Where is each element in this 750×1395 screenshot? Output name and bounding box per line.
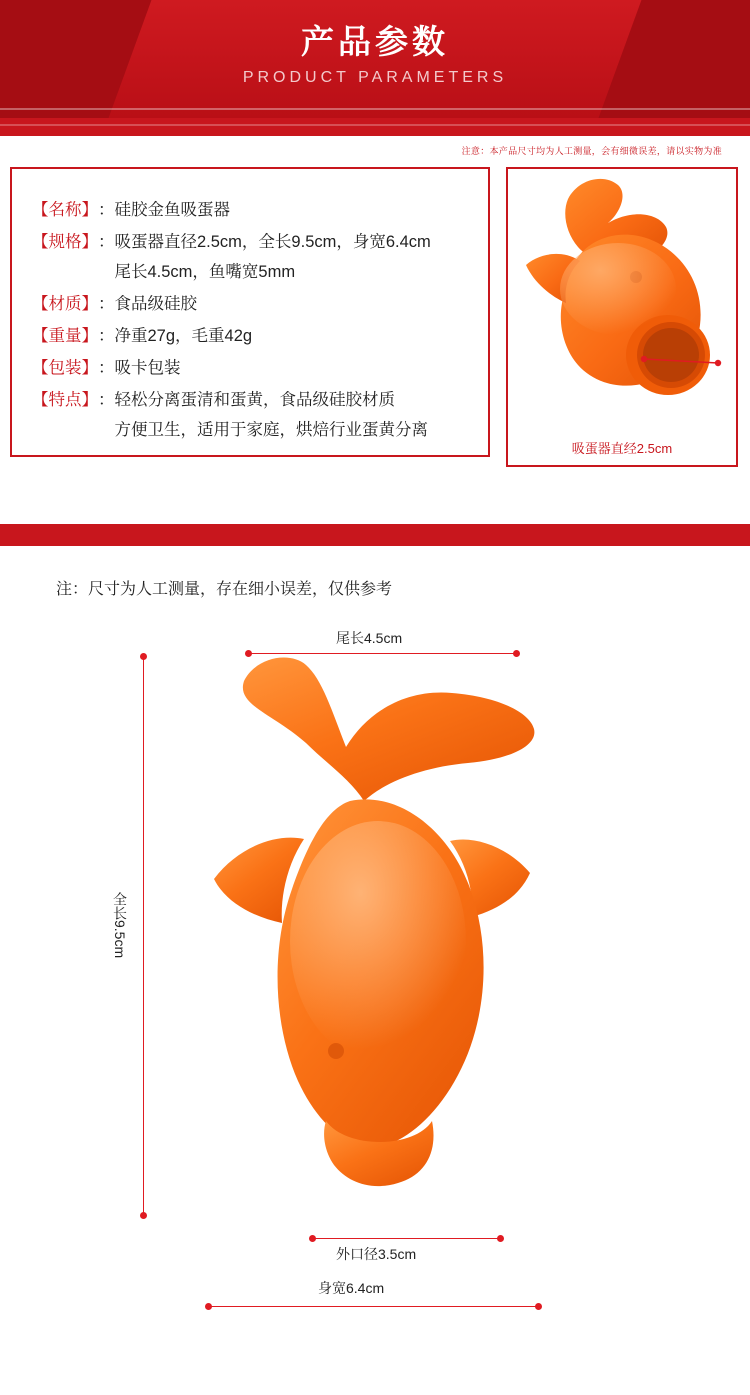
header-bottom-band (0, 118, 750, 136)
measurement-note: 注：尺寸为人工测量，存在细小误差，仅供参考 (56, 581, 393, 598)
spec-label: 【特点】 (32, 391, 98, 409)
spec-row (32, 353, 488, 383)
outer-diameter-marker-right (497, 1235, 504, 1242)
spec-separator: ： (98, 295, 115, 313)
measurement-section (0, 546, 750, 1393)
product-diagram-fish (200, 651, 560, 1211)
spec-value: 吸蛋器直径2.5cm，全长9.5cm，身宽6.4cm (114, 233, 431, 251)
spec-value-group (115, 227, 489, 287)
body-width-marker-right (535, 1303, 542, 1310)
outer-diameter-line (312, 1238, 500, 1239)
total-length-marker-top (140, 653, 147, 660)
total-length-line (143, 656, 144, 1216)
spec-value-group (115, 321, 489, 351)
product-photo-card (506, 167, 738, 467)
spec-value: 净重27g，毛重42g (114, 327, 253, 345)
total-length-marker-bottom (140, 1212, 147, 1219)
product-photo-fish (508, 169, 736, 439)
spec-row (32, 321, 488, 351)
specification-list (12, 169, 488, 445)
spec-separator: ： (98, 327, 115, 345)
spec-separator: ： (98, 233, 115, 251)
spec-label: 【包装】 (32, 359, 98, 377)
spec-row (32, 227, 488, 287)
spec-row (32, 385, 488, 445)
page-header (0, 0, 750, 118)
body-width-marker-left (205, 1303, 212, 1310)
spec-label: 【规格】 (32, 233, 98, 251)
body-width-label: 身宽6.4cm (318, 1280, 385, 1296)
measurement-disclaimer-top: 注意：本产品尺寸均为人工测量，会有细微误差，请以实物为准 (461, 146, 722, 156)
page-title: 产品参数 (301, 23, 449, 60)
specification-section (0, 136, 750, 546)
section-divider-band (0, 524, 750, 546)
body-width-line (208, 1306, 538, 1307)
spec-row (32, 289, 488, 319)
spec-value: 吸卡包装 (114, 359, 181, 377)
header-divider-line (0, 108, 750, 110)
spec-separator: ： (98, 201, 115, 219)
spec-value-group (115, 195, 489, 225)
spec-value-group (115, 385, 489, 445)
spec-row (32, 195, 488, 225)
spec-value: 轻松分离蛋清和蛋黄，食品级硅胶材质 (114, 391, 395, 409)
outer-diameter-label: 外口径3.5cm (336, 1246, 417, 1262)
spec-value-group (115, 289, 489, 319)
specification-card (10, 167, 490, 457)
spec-value: 硅胶金鱼吸蛋器 (114, 201, 230, 219)
spec-separator: ： (98, 359, 115, 377)
spec-label: 【重量】 (32, 327, 98, 345)
tail-length-label: 尾长4.5cm (336, 630, 403, 646)
header-content (0, 0, 750, 90)
spec-separator: ： (98, 391, 115, 409)
spec-value: 方便卫生，适用于家庭，烘焙行业蛋黄分离 (114, 421, 428, 439)
photo-caption: 吸蛋器直经2.5cm (571, 441, 673, 456)
spec-value-group (115, 353, 489, 383)
spec-value: 尾长4.5cm，鱼嘴宽5mm (114, 263, 296, 281)
spec-value: 食品级硅胶 (114, 295, 197, 313)
total-length-label: 全长9.5cm (112, 892, 128, 959)
spec-label: 【名称】 (32, 201, 98, 219)
outer-diameter-marker-left (309, 1235, 316, 1242)
spec-label: 【材质】 (32, 295, 98, 313)
page-subtitle: PRODUCT PARAMETERS (242, 69, 508, 86)
